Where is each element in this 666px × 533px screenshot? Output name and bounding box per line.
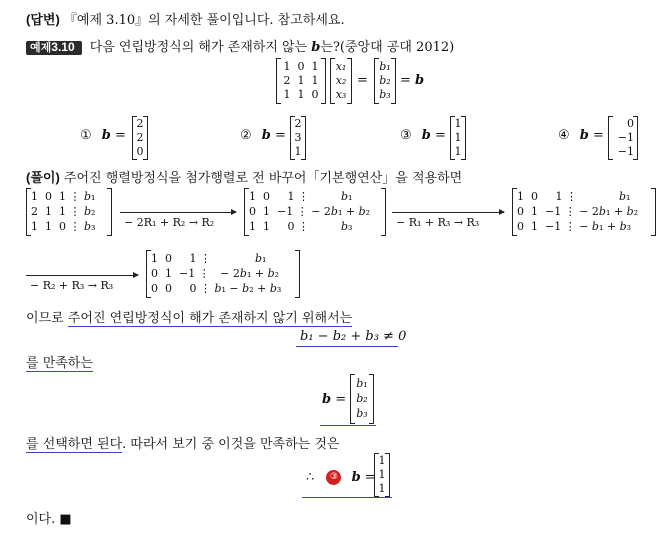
condition-expr: b₁ − b₂ + b₃ ≠ 0 (300, 329, 407, 344)
choice-value: −1 (617, 145, 634, 158)
choice-value: 1 (454, 117, 462, 130)
row-op-1: − 2R₁ + R₂ → R₂ (124, 216, 215, 229)
condition-expression (300, 329, 406, 344)
var-b: b (261, 128, 271, 143)
augmented-matrix-1: 1 0 1 ⋮ b₁ 2 1 1 ⋮ b₂ 1 1 0 ⋮ b₃ (26, 188, 112, 236)
b-vector-cell: b₂ (356, 392, 368, 405)
example-badge (26, 41, 82, 55)
matrix-a-cell: 1 (297, 88, 305, 101)
var-b: b (322, 392, 332, 407)
choice-4: ④ b = (558, 128, 604, 143)
choice-value: 1 (454, 145, 462, 158)
choice-value: −1 (617, 131, 634, 144)
choice-value: 2 (294, 117, 302, 130)
choice-3: ③ b = (400, 128, 446, 143)
equals-sign: = (357, 73, 368, 88)
answer-heading (26, 9, 345, 28)
vector-b (374, 58, 396, 104)
example-badge-number: 3.10 (51, 40, 75, 54)
row-op-arrow-2 (392, 212, 504, 213)
var-b: b (351, 470, 361, 485)
condition-underlined: 주어진 연립방정식이 해가 존재하지 않기 위해서는 (67, 311, 353, 326)
matrix-a-cell: 1 (311, 74, 319, 87)
select-underlined: 를 선택하면 된다 (26, 437, 123, 452)
matrix-a-cell: 1 (283, 60, 291, 73)
answer-number: ③ (326, 470, 341, 485)
choice-value: 0 (627, 117, 634, 130)
vector-b-cell: b₃ (379, 88, 391, 101)
augmented-matrix-4: 1 0 1 ⋮ b₁ 0 1 −1 ⋮ − 2b₁ + b₂ 0 0 0 ⋮ b₁ − b₂ + b₃ (146, 250, 300, 298)
ending-line (26, 508, 72, 527)
example-badge-label: 예제 (30, 42, 52, 54)
answer-vector (374, 453, 390, 497)
choice-number: ③ (400, 128, 412, 143)
row-op-3: − R₂ + R₃ → R₃ (30, 279, 114, 292)
equals-b: = b (400, 73, 425, 88)
matrix-a (276, 58, 326, 104)
answer-underline (302, 497, 392, 498)
var-b: b (421, 128, 431, 143)
choice-value: 1 (454, 131, 462, 144)
choice-number: ② (240, 128, 252, 143)
vector-x-cell: x₃ (335, 88, 347, 101)
augmented-matrix-3: 1 0 1 ⋮ b₁ 0 1 −1 ⋮ − 2b₁ + b₂ 0 1 −1 ⋮ − b₁ + b₃ (512, 188, 656, 236)
solution-text: 주어진 행렬방정식을 첨가행렬로 전 바꾸어「기본행연산」을 적용하면 (63, 171, 463, 186)
choice-2-vector (290, 116, 306, 160)
vector-x (330, 58, 352, 104)
b-vector (350, 374, 374, 424)
satisfy-line (26, 352, 93, 371)
problem-var: b (311, 40, 321, 55)
answer-value: 1 (378, 454, 386, 467)
choice-number: ④ (558, 128, 570, 143)
choice-4-vector (608, 116, 638, 160)
b-vector-cell: b₁ (356, 377, 368, 390)
var-b: b (415, 73, 425, 88)
var-b: b (101, 128, 111, 143)
vector-b-cell: b₁ (379, 60, 391, 73)
final-answer: ∴ ③ b = (306, 470, 376, 485)
choice-value: 0 (136, 145, 144, 158)
ending-text: 이다. ■ (26, 512, 72, 527)
condition-line (26, 307, 352, 326)
choice-value: 1 (294, 145, 302, 158)
condition-prefix: 이므로 (26, 311, 64, 326)
choice-3-vector (450, 116, 466, 160)
augmented-matrix-2: 1 0 1 ⋮ b₁ 0 1 −1 ⋮ − 2b₁ + b₂ 1 1 0 ⋮ b₃ (244, 188, 386, 236)
problem-line (26, 36, 454, 55)
solution-tag: (풀이) (26, 170, 60, 185)
vector-x-cell: x₁ (335, 60, 347, 73)
b-vector-cell: b₃ (356, 407, 368, 420)
b-vector-label: b = (322, 392, 347, 407)
row-op-2: − R₁ + R₃ → R₃ (396, 216, 480, 229)
matrix-a-cell: 1 (297, 74, 305, 87)
satisfy-text: 를 만족하는 (26, 356, 93, 371)
problem-question: 다음 연립방정식의 해가 존재하지 않는 (89, 40, 308, 55)
matrix-a-cell: 2 (283, 74, 291, 87)
choice-1: ① b = (80, 128, 126, 143)
matrix-a-cell: 0 (297, 60, 305, 73)
matrix-a-cell: 1 (283, 88, 291, 101)
therefore-symbol: ∴ (306, 470, 315, 485)
vector-x-cell: x₂ (335, 74, 347, 87)
vector-b-cell: b₂ (379, 74, 391, 87)
choice-1-vector (132, 116, 148, 160)
choice-number: ① (80, 128, 92, 143)
select-line (26, 433, 339, 452)
choice-value: 3 (294, 131, 302, 144)
intro-text: 『예제 3.10』의 자세한 풀이입니다. 참고하세요. (63, 13, 345, 28)
solution-heading (26, 167, 462, 186)
condition-underline (296, 346, 398, 347)
var-b: b (579, 128, 589, 143)
matrix-a-cell: 1 (311, 60, 319, 73)
answer-value: 1 (378, 482, 386, 495)
choice-2: ② b = (240, 128, 286, 143)
b-vector-underline (320, 425, 376, 426)
answer-value: 1 (378, 468, 386, 481)
matrix-a-cell: 0 (311, 88, 319, 101)
select-tail: . 따라서 보기 중 이것을 만족하는 것은 (122, 437, 340, 452)
row-op-arrow-3 (26, 275, 138, 276)
choice-value: 2 (136, 117, 144, 130)
problem-tail: 는?(중앙대 공대 2012) (320, 40, 455, 55)
answer-tag: (답변) (26, 12, 60, 27)
row-op-arrow-1 (120, 212, 236, 213)
choice-value: 2 (136, 131, 144, 144)
